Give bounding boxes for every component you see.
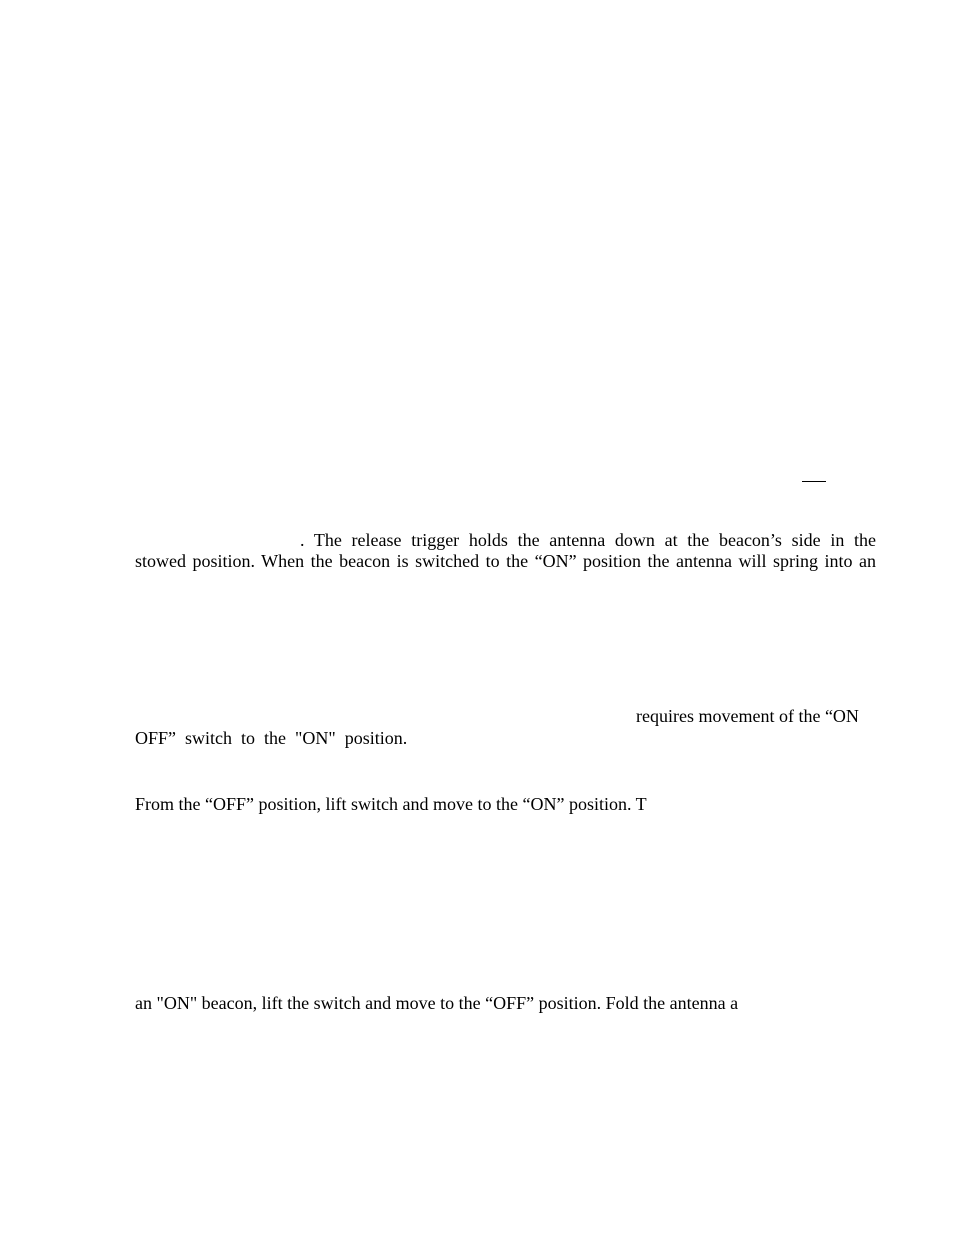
paragraph-3-line-1: From the “OFF” position, lift switch and move to the “ON” position. T — [135, 794, 647, 814]
paragraph-4-line-1: an "ON" beacon, lift the switch and move to the “OFF” position. Fold the antenna a — [135, 993, 739, 1013]
paragraph-1-line-2: stowed position. When the beacon is switched to the “ON” position the antenna will spring into an — [135, 551, 876, 571]
paragraph-1-line-1: . The release trigger holds the antenna down at the beacon’s side in the — [300, 530, 876, 550]
paragraph-2-line-2: OFF” switch to the "ON" position. — [135, 728, 408, 748]
underline-rule — [802, 481, 826, 482]
paragraph-2-line-1: requires movement of the “ON — [636, 706, 859, 726]
